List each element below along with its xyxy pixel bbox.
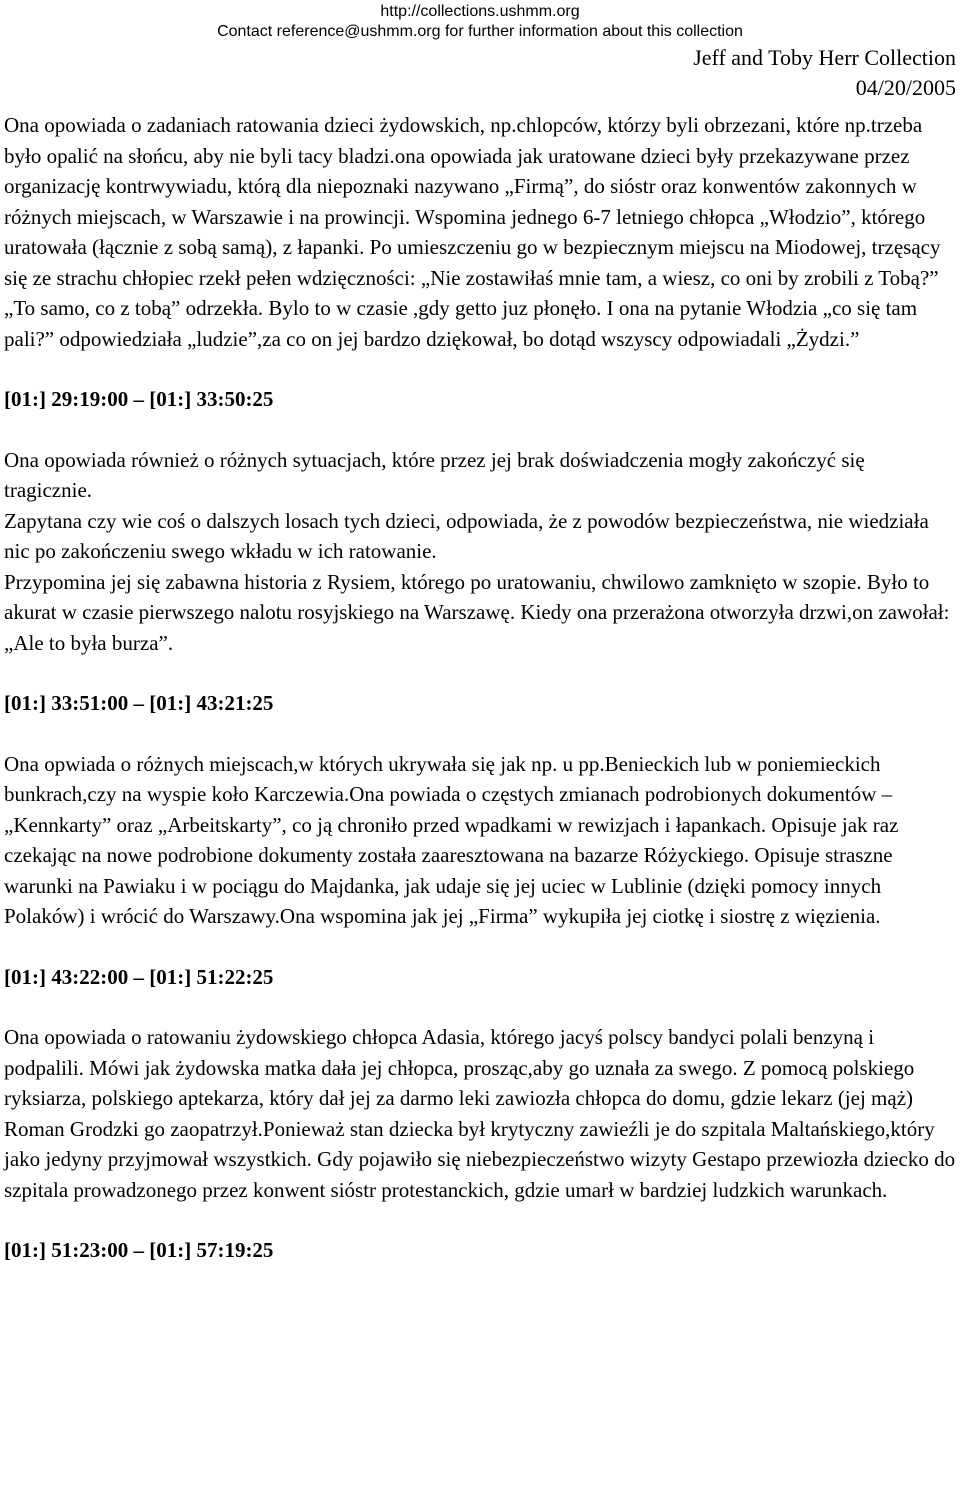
- timestamp-range: [01:] 33:51:00 – [01:] 43:21:25: [4, 691, 274, 715]
- paragraph: Ona opwiada o różnych miejscach,w których ukrywała się jak np. u pp.Benieckich lub w poniemieckich bunkrach,czy na wyspie koło Karczewia.Ona powiada o częstych zmianach podrobionych dokumentów – „Kennkarty” oraz „Arbeitskarty”, co ją chroniło przed wpadkami w rewizjach i łapankach. Opisuje jak raz czekając na nowe podrobione dokumenty została zaaresztowana na bazarze Różyckiego. Opisuje straszne warunki na Pawiaku i w pociągu do Majdanka, jak udaje się jej uciec w Lublinie (dzięki pomocy innych Polaków) i wrócić do Warszawy.Ona wspomina jak jej „Firma” wykupiła jej ciotkę i siostrę z więzienia.: [4, 751, 899, 928]
- timestamp-range: [01:] 43:22:00 – [01:] 51:22:25: [4, 964, 274, 989]
- document-date: 04/20/2005: [855, 75, 956, 100]
- paragraph: Ona opowiada również o różnych sytuacjach, które przez jej brak doświadczenia mogły zakończyć się tragicznie.: [4, 447, 865, 502]
- timestamp-range: [01:] 51:23:00 – [01:] 57:19:25: [4, 1238, 274, 1262]
- paragraph: Przypomina jej się zabawna historia z Rysiem, którego po uratowaniu, chwilowo zamknięto w szopie. Było to akurat w czasie pierwszego nalotu rosyjskiego na Warszawę. Kiedy ona przerażona otworzyła drzwi,on zawołał: „Ale to była burza”.: [4, 569, 950, 655]
- collection-title: Jeff and Toby Herr Collection: [693, 45, 956, 70]
- paragraph: Zapytana czy wie coś o dalszych losach tych dzieci, odpowiada, że z powodów bezpieczeństwa, nie wiedziała nic po zakończeniu swego wkładu w ich ratowanie.: [4, 508, 929, 563]
- document-body: [4, 110, 956, 1296]
- header-contact: Contact reference@ushmm.org for further information about this collection: [217, 23, 743, 40]
- header-url: http://collections.ushmm.org: [380, 3, 580, 20]
- paragraph: Ona opowiada o zadaniach ratowania dzieci żydowskich, np.chlopców, którzy byli obrzezani, które np.trzeba było opalić na słońcu, aby nie byli tacy bladzi.ona opowiada jak uratowane dzieci były przekazywane przez organizację kontrwywiadu, którą dla niepoznaki nazywano „Firmą”, do sióstr oraz konwentów zakonnych w różnych miejscach, w Warszawie i na prowincji. Wspomina jednego 6-7 letniego chłopca „Włodzio”, którego uratowała (łącznie z sobą samą), z łapanki. Po umieszczeniu go w bezpiecznym miejscu na Miodowej, trzęsący się ze strachu chłopiec rzekł pełen wdzięczności: „Nie zostawiłaś mnie tam, a wiesz, co oni by zrobili z Tobą?” „To samo, co z tobą” odrzekła. Bylo to w czasie ,gdy getto juz płonęło. I ona na pytanie Włodzia „co się tam pali?” odpowiedziała „ludzie”,za co on jej bardzo dziękował, bo dotąd wszyscy odpowiadali „Żydzi.”: [4, 113, 941, 351]
- timestamp-range: [01:] 29:19:00 – [01:] 33:50:25: [4, 387, 274, 411]
- paragraph: Ona opowiada o ratowaniu żydowskiego chłopca Adasia, którego jacyś polscy bandyci polali benzyną i podpalili. Mówi jak żydowska matka dała jej chłopca, prosząc,aby go uznała za swego. Z pomocą polskiego ryksiarza, polskiego aptekarza, który dał jej za darmo leki zawiozła chłopca do domu, gdzie lekarz (jej mąż) Roman Grodzki go zaopatrzył.Ponieważ stan dziecka był krytyczny zawieźli je do szpitala Maltańskiego,który jako jedyny przyjmował wszystkich. Gdy pojawiło się niebezpieczeństwo wizyty Gestapo przewiozła dziecko do szpitala prowadzonego przez konwent sióstr protestanckich, gdzie umarł w bardziej ludzkich warunkach.: [4, 1025, 956, 1202]
